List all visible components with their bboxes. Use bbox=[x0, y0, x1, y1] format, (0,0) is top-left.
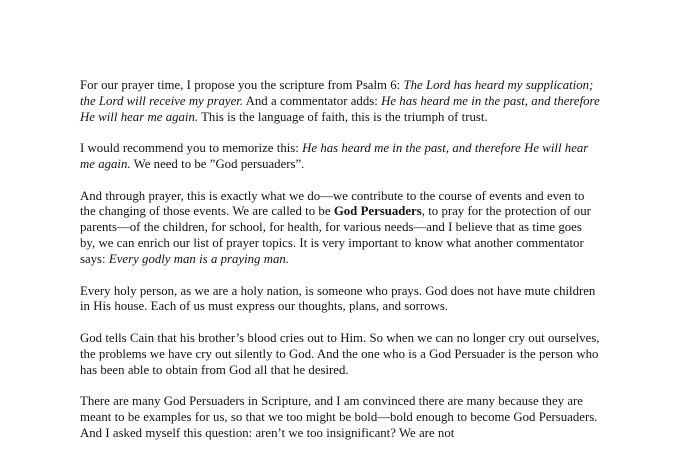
text-column bbox=[80, 78, 600, 442]
italic-run: He has heard me in the past, and therefore He will hear me again. bbox=[80, 93, 600, 124]
text-run: There are many God Persuaders in Scripture, and I am convinced there are many because they are meant to be examples for us, so that we too might be bold—bold enough to become God Persuaders. And I asked myself this question: aren’t we too insignificant? We are not bbox=[80, 394, 598, 440]
text-run: For our prayer time, I propose you the scripture from Psalm 6: bbox=[80, 78, 404, 92]
paragraph bbox=[80, 78, 600, 126]
italic-run: He has heard me in the past, and therefore He will hear me again. bbox=[80, 141, 589, 172]
italic-run: The Lord has heard my supplication; the Lord will receive my prayer. bbox=[80, 78, 594, 108]
text-run: I would recommend you to memorize this: bbox=[80, 141, 303, 156]
bold-run: God Persuaders bbox=[333, 204, 422, 219]
text-run: And a commentator adds: bbox=[243, 93, 382, 108]
text-run: And through prayer, this is exactly what we do—we contribute to the course of events and even to the changing of those events. We are called to be bbox=[80, 188, 585, 219]
paragraph bbox=[80, 189, 600, 269]
text-run: This is the language of faith, this is the triumph of trust. bbox=[198, 109, 488, 124]
paragraph bbox=[80, 284, 600, 316]
paragraph bbox=[80, 331, 600, 379]
italic-run: Every godly man is a praying man. bbox=[108, 252, 289, 267]
paragraph bbox=[80, 394, 600, 442]
paragraph bbox=[80, 141, 600, 173]
text-run: God tells Cain that his brother’s blood cries out to Him. So when we can no longer cry out ourselves, the problems we have cry out silently to God. And the one who is a God Persuader is the person who has been able to obtain from God all that he desired. bbox=[80, 330, 600, 377]
text-run: We need to be ”God persuaders”. bbox=[130, 157, 305, 172]
text-run: , to pray for the protection of our parents—of the children, for school, for health, for various needs—and I believe that as time goes by, we can enrich our list of prayer topics. It is very important to know what another commentator says: bbox=[80, 204, 591, 267]
text-run: Every holy person, as we are a holy nation, is someone who prays. God does not have mute children in His house. Each of us must express our thoughts, plans, and sorrows. bbox=[80, 283, 596, 314]
